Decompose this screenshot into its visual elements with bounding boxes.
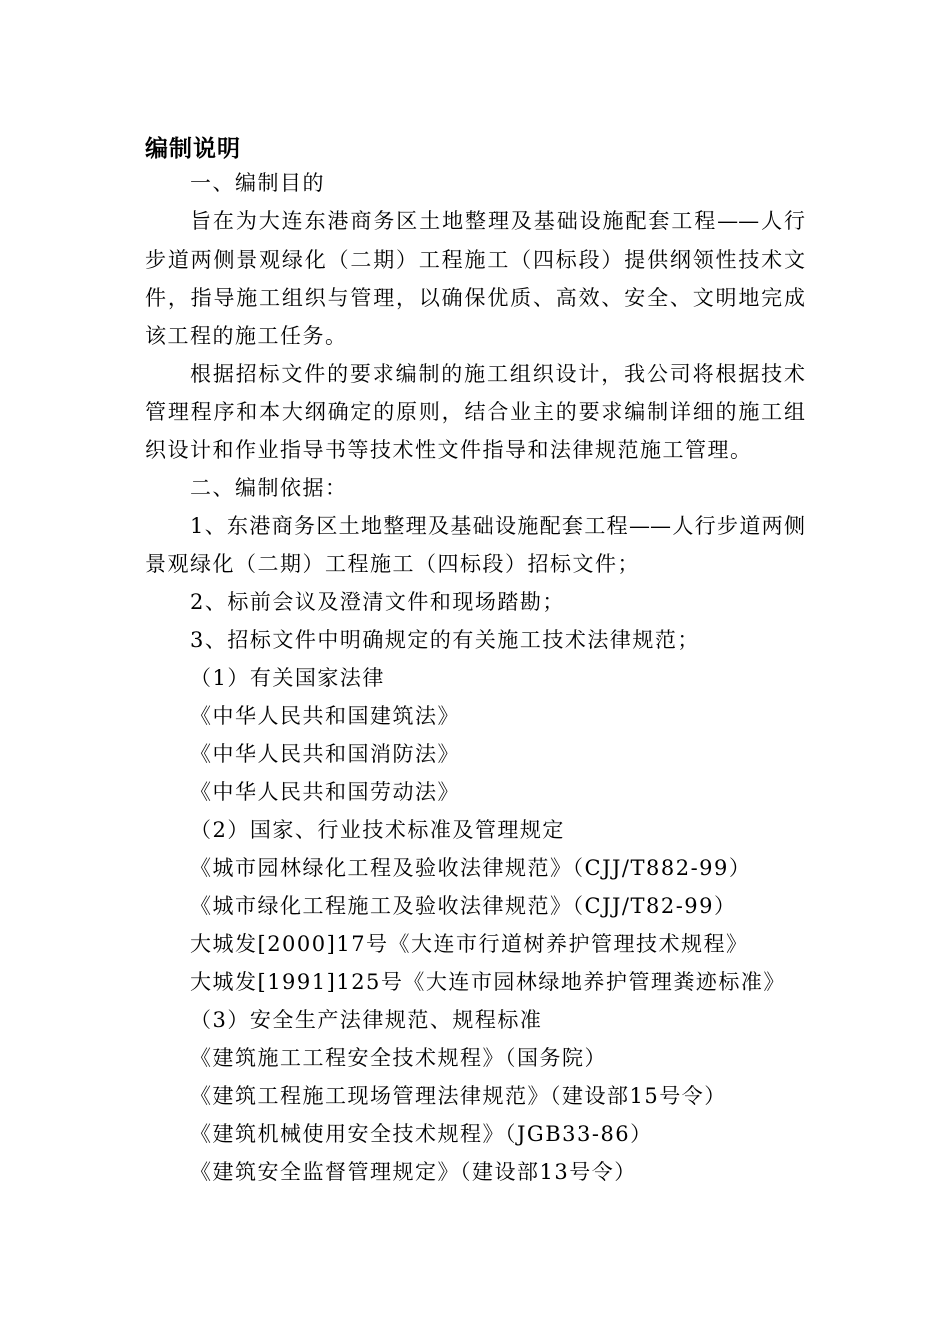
paragraph-line: 织设计和作业指导书等技术性文件指导和法律规范施工管理。 xyxy=(145,438,753,462)
regulation-item: 《中华人民共和国建筑法》 xyxy=(190,704,460,728)
paragraph-line: 根据招标文件的要求编制的施工组织设计，我公司将根据技术 xyxy=(190,362,805,386)
list-item: 景观绿化（二期）工程施工（四标段）招标文件； xyxy=(145,552,640,576)
paragraph-line: 该工程的施工任务。 xyxy=(145,324,348,348)
regulation-item: 《建筑工程施工现场管理法律规范》（建设部15号令） xyxy=(190,1084,727,1108)
subsection-heading: （1）有关国家法律 xyxy=(190,666,385,690)
document-title: 编制说明 xyxy=(145,136,241,162)
regulation-item: 《城市园林绿化工程及验收法律规范》（CJJ/T882-99） xyxy=(190,856,752,880)
list-item: 3、招标文件中明确规定的有关施工技术法律规范； xyxy=(190,628,700,652)
regulation-item: 《中华人民共和国消防法》 xyxy=(190,742,460,766)
regulation-item: 大城发[2000]17号《大连市行道树养护管理技术规程》 xyxy=(190,932,749,956)
regulation-item: 《中华人民共和国劳动法》 xyxy=(190,780,460,804)
regulation-item: 《建筑机械使用安全技术规程》（JGB33-86） xyxy=(190,1122,653,1146)
regulation-item: 《建筑安全监督管理规定》（建设部13号令） xyxy=(190,1160,637,1184)
regulation-item: 《建筑施工工程安全技术规程》（国务院） xyxy=(190,1046,607,1070)
paragraph-line: 管理程序和本大纲确定的原则，结合业主的要求编制详细的施工组 xyxy=(145,400,805,424)
regulation-item: 大城发[1991]125号《大连市园林绿地养护管理粪迹标准》 xyxy=(190,970,786,994)
list-item: 2、标前会议及澄清文件和现场踏勘； xyxy=(190,590,565,614)
section-heading-purpose: 一、编制目的 xyxy=(190,171,325,195)
subsection-heading: （2）国家、行业技术标准及管理规定 xyxy=(190,818,565,842)
paragraph-line: 旨在为大连东港商务区土地整理及基础设施配套工程——人行 xyxy=(190,209,805,233)
section-heading-basis: 二、编制依据： xyxy=(190,476,348,500)
list-item: 1、东港商务区土地整理及基础设施配套工程——人行步道两侧 xyxy=(190,514,805,538)
subsection-heading: （3）安全生产法律规范、规程标准 xyxy=(190,1008,543,1032)
paragraph-line: 步道两侧景观绿化（二期）工程施工（四标段）提供纲领性技术文 xyxy=(145,248,805,272)
paragraph-line: 件，指导施工组织与管理，以确保优质、高效、安全、文明地完成 xyxy=(145,286,805,310)
regulation-item: 《城市绿化工程施工及验收法律规范》（CJJ/T82-99） xyxy=(190,894,737,918)
